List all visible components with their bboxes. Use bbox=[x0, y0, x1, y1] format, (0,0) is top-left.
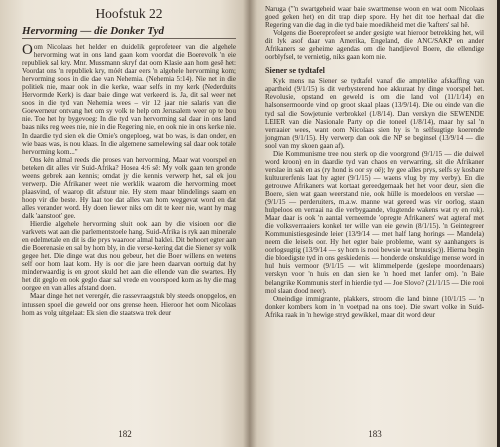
chapter-label: Hoofstuk 22 bbox=[95, 6, 163, 21]
right-page bbox=[250, 0, 500, 447]
chapter-title: Hervorming — die Donker Tyd bbox=[22, 25, 236, 39]
right-section-paragraph-2: Die Kommunisme tree nou sterk op die voorgrond (9/1/15 — die duiwel word kroon) en in daardie tyd van chaos en verwarring, sit die Afrikaner verslae in sak en as (ry hond is oor sy oë); hy gee alles prys, selfs sy kosbare kultuurerfenis laat hy agter (9/1/15) — waens vlug by my verby). En die getrouwe Afrikaners wat kortaat gereedgemaak het het voor deur, sien die Boere, sien wat gaan weerstand nie, ook hülle is moedeloos en verslae —(9/1/15 — perderuiters, m.a.w. manne wat gereed was vir oorlog, staan hulpeloos en verraai na die verbygaande, vlugtende wakens wat ry en rok). Maar daar is ook 'n aantal verneemde 'opregte Afrikaners' wat agteraf met die volksverraaiers konkel ter wille van eie gewin (8/1/15). 'n Geintegreer Kommunistiesgesinde leier (13/9/14 — met half lang horings — Mandela) neem die leisels oor. Hy het egter baie probleme, want sy aanhangers is oorlogsugtig (13/9/14 — sy horn is rooi bewsie wat bruus(sc)). Hierna begin die bloedigste tyd in ons geskiedenis — honderde onskuldige mense word in hul huis vermoor (9/1/15 — wit klimmelperde (geslepe moordenaars) verskyn voor 'n huis en dan sien ke 'n hoed met lanfer om). 'n Baie belangrike Kommunis sterf in hierdie tyd — Joe Slovo? (21/1/15 — Die rooi mol slaan dood neer). bbox=[265, 149, 484, 295]
left-paragraph-3: Hierdie algehele hervorming sluit ook aan by die visioen oor die varkvets wat aan die parlementstoele hang. Suid-Afrika is ryk aan minerale en edelmetale en dit is die prys waaroor almal baklei. Dit behoort egter aan die Boerenasie en sal by hom bly, in die verse-kering dat die Siener sy volk gegee het. Die dinge wat dus nou gebeur, het die Boer willens en wetens self oor hom laat kom. Hy is oor die jare heen daarvan oortuig dat hy minderwaardig is en groot skuld het aan die ellende van die swartes. Hy het dit geglo en ook geglo daar sal vrede en voorspoed kom as hy die mag oorgee en van alles afstand doen. bbox=[22, 220, 236, 293]
right-section-paragraph-1: Kyk mens na Siener se tydtafel vanaf die amptelike afskaffing van apartheid (9/1/15) is dit verbysterend hoe akkuraat hy dinge voorspel het. Revolusie, opstand en geweld is om die land vol (11/1/14) en halsonsermoorde vind op groot skaal plaas (13/9/14). Die ou einde van die tyd sal die Sowjetunie verbrokkel (1/8/14). Dan verskyn die SEWENDE LEIER van die Nasionale Party op die toneel (1/8/14), maar hy sal 'n verraaier wees, want oom Nicolaas sien hy is 'n selfsugtige koerende jongman (9/1/15). Hy verwerp dan ook die NP se beginsel (13/9/14 — die sool van my skoen gaan af). bbox=[265, 77, 484, 150]
right-section-paragraph-3: Oneindige immigrante, plakkers, stroom die land binne (10/1/15 — 'n donker kombers kom in 'n voetpad na ons toe). Die swart volke in Suid-Afrika raak in 'n hewige stryd gewikkel, maar dit word deur bbox=[265, 294, 484, 319]
right-page-number: 183 bbox=[368, 429, 382, 439]
left-paragraph-1: Oom Nicolaas het helder en duidelik geprofeteer van die algehele hervorming wat in ons land gaan kom voordat die Boerevolk 'n eie republiek sal kry. Mnr. Mussmann skryf dat oom Klasie aan hom gesê het: Voordat ons 'n republiek kry, móét daar eers 'n algehele hervorming kom; hervorming soos in die dae van Nehemia. (Nehemia 5:14). Nie net in die politiek nie, maar ook in die kerke, waar selfs in my kerk (Nederduits Hervormde Kerk) is daar baie dinge wat verkeerd is. Ja, dit sal weer net soos in die tyd van Nehemia wees – vir 12 jaar nie salaris van die Goewerneur ontvang het om sy volk te help om Jerusalem weer op te bou nie. Toe het hy bygevoeg: In die tyd van hervorming sal daar in ons land baas niks reg wees nie, nie in die Regering nie, en ook nie in ons kerke nie. In daardie tyd sien ek die Omie's ongeploeg, wat bo was, is dan onder, en wie baas was, is nou klaas. In die algemene samelewing sal daar ook totale hervorming kom..." bbox=[22, 42, 236, 156]
left-page-number: 182 bbox=[118, 429, 132, 439]
left-page-content bbox=[22, 6, 236, 317]
section-heading: Siener se tydtafel bbox=[265, 66, 325, 76]
left-paragraph-2: Ons kén almal reeds die proses van hervorming. Maar wat voorspel en beteken dit alles vir Suid-Afrika? Hosea 4:6 sê: My volk gaan ten gronde weens gebrek aan kennis; omdat jy die kennis verwerp het, sal ek jou verwerp. Die Afrikaner weet nie werklik waarom die hervorming moet plaasvind, of waarop dit afstuur nie. Hy stem maar blindelings saam en hoop vir die beste. Hy laat toe dat alles van hom weggevat word en dat alles verander word. Hy doen liewer niks om dit te keer nie, want hy mag dalk 'aanstoot' gee. bbox=[22, 155, 236, 220]
book-gutter bbox=[243, 0, 257, 447]
right-intro-paragraph: Naruga ("'n swartgeheid waar baie swartmense woon en wat oom Nicolaas goed geken het) en dit trap diep spore. Hy het dit toe herhaal dat die Regering van die dag in die tyd baie moedikheid met die 'kafters' sal hê. bbox=[265, 5, 484, 30]
right-page-content bbox=[265, 5, 484, 319]
right-paragraph-2: Volgens die Boereprofeet se ander gesigte wat hieroor betrekking het, wil dit lyk asof daar van Amerika, Engeland, die ANC/SAKP en ander Afrikaners se geheime agendas om die handjievol Boere, die ellendige oorblyfsel, te vernietig, niks gaan kom nie. bbox=[265, 29, 484, 62]
left-paragraph-4: Maar dinge het net verergér, die rassevraagstuk bly steeds onopgelos, en intussen spoel die geweld oor ons grense heen. Hieroor het oom Nicolaas hom as volg uitgelaat: Ek sien die staatswa trek deur bbox=[22, 292, 236, 317]
